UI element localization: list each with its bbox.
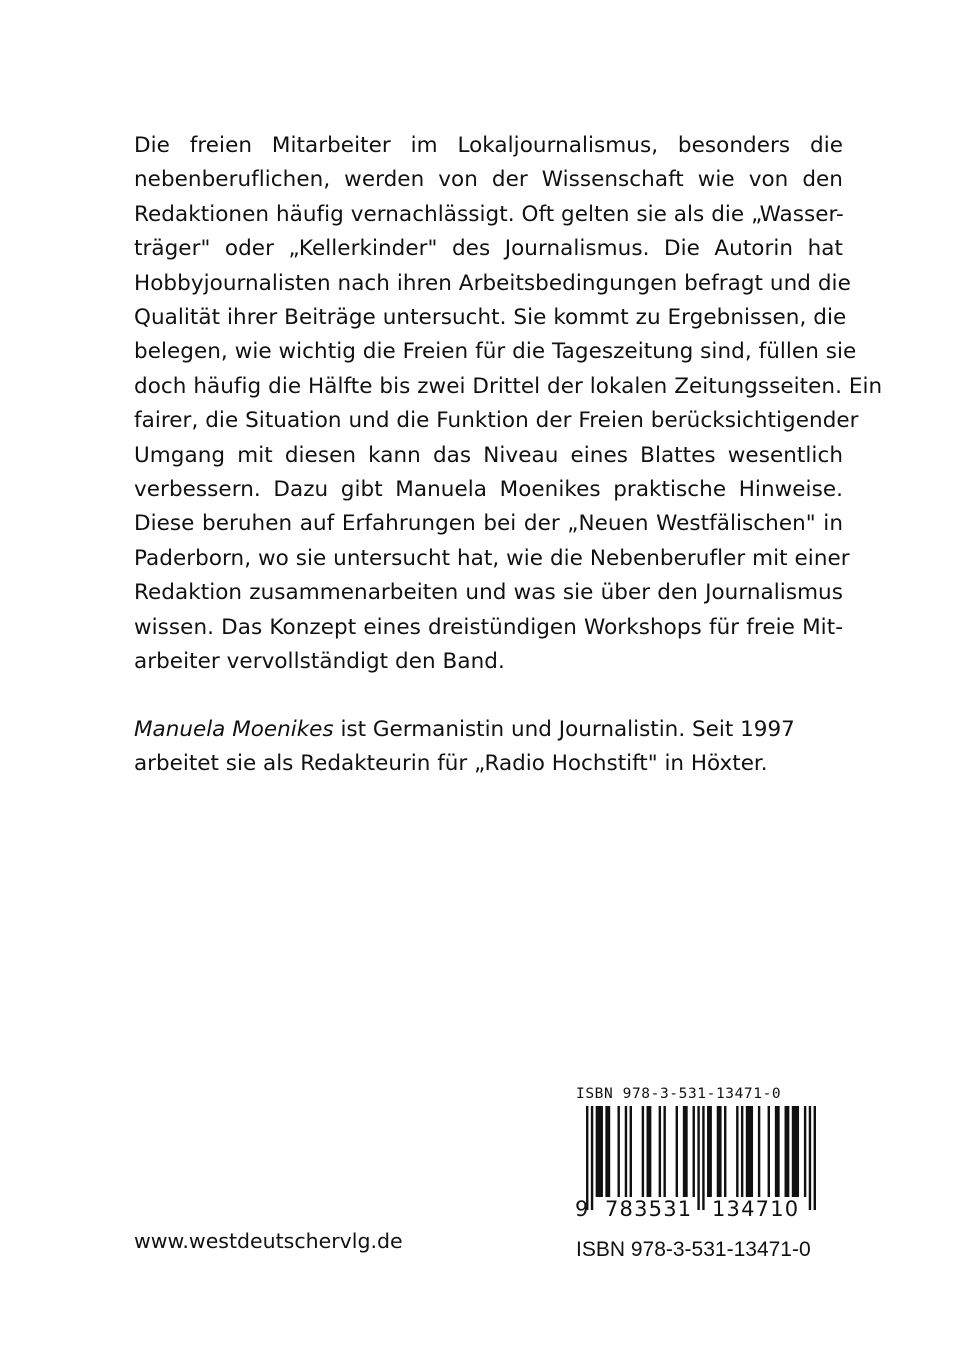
barcode-bar xyxy=(785,1106,790,1197)
description-line: verbessern. Dazu gibt Manuela Moenikes praktische Hinweise. xyxy=(134,477,843,503)
barcode-bar xyxy=(647,1106,652,1197)
author-bio-text: ist Germanistin und Journalistin. Seit 1997 xyxy=(333,717,795,742)
barcode-digits-left: 783531 xyxy=(605,1197,693,1221)
description-line: Hobbyjournalisten nach ihren Arbeitsbedingungen befragt und die xyxy=(134,270,851,296)
description-line: Qualität ihrer Beiträge untersucht. Sie kommt zu Ergebnissen, die xyxy=(134,305,847,331)
description-line: Paderborn, wo sie untersucht hat, wie die Nebenberufler mit einer xyxy=(134,545,850,571)
barcode-bar xyxy=(724,1106,726,1197)
barcode-bar xyxy=(741,1106,743,1197)
barcode-bar xyxy=(804,1106,806,1197)
isbn-number: ISBN 978-3-531-13471-0 xyxy=(576,1238,811,1261)
barcode-bar xyxy=(736,1106,738,1197)
barcode-bar xyxy=(693,1106,695,1197)
description-line: belegen, wie wichtig die Freien für die Tageszeitung sind, füllen sie xyxy=(134,339,857,365)
description-line: Redaktionen häufig vernachlässigt. Oft gelten sie als die „Wasser- xyxy=(134,201,844,227)
barcode-digits-right: 134710 xyxy=(712,1197,800,1221)
barcode-bar xyxy=(659,1106,661,1197)
barcode-bar xyxy=(775,1106,780,1197)
description-line: Die freien Mitarbeiter im Lokaljournalismus, besonders die xyxy=(134,133,843,158)
barcode-bar xyxy=(809,1106,811,1210)
description-line: wissen. Das Konzept eines dreistündigen Workshops für freie Mit- xyxy=(134,614,843,640)
description-line: träger" oder „Kellerkinder" des Journalismus. Die Autorin hat xyxy=(134,236,843,262)
barcode-isbn-label: ISBN 978-3-531-13471-0 xyxy=(576,1086,782,1102)
barcode-bar xyxy=(702,1106,704,1210)
publisher-website: www.westdeutschervlg.de xyxy=(134,1229,403,1253)
barcode-bar xyxy=(630,1106,632,1197)
barcode-bar xyxy=(586,1106,588,1210)
barcode-bar xyxy=(792,1106,799,1197)
barcode-bar xyxy=(596,1106,603,1197)
barcode-bar xyxy=(758,1106,760,1197)
barcode-bar xyxy=(707,1106,712,1197)
author-name: Manuela Moenikes xyxy=(134,717,334,742)
barcode-bar xyxy=(642,1106,644,1197)
barcode-bar xyxy=(697,1106,699,1210)
barcode-bar xyxy=(617,1106,619,1197)
barcode-bar xyxy=(591,1106,593,1210)
barcode-bar xyxy=(814,1106,816,1210)
description-line: Diese beruhen auf Erfahrungen bei der „Neuen Westfälischen" in xyxy=(134,511,843,537)
barcode-digit-first: 9 xyxy=(575,1197,589,1221)
barcode-bar xyxy=(625,1106,627,1197)
barcode-bar xyxy=(683,1106,688,1197)
barcode-bar xyxy=(605,1106,610,1197)
description-line: arbeiter vervollständigt den Band. xyxy=(134,649,505,675)
description-line: Umgang mit diesen kann das Niveau eines Blattes wesentlich xyxy=(134,442,843,468)
barcode-bar xyxy=(768,1106,770,1197)
barcode-bar xyxy=(676,1106,678,1197)
description-text xyxy=(134,129,883,680)
description-line: doch häufig die Hälfte bis zwei Drittel der lokalen Zeitungsseiten. Ein xyxy=(134,373,883,399)
author-bio-line xyxy=(134,713,843,747)
barcode-bar xyxy=(746,1106,753,1197)
author-bio xyxy=(134,713,843,782)
author-bio-line: arbeitet sie als Redakteurin für „Radio Hochstift" in Höxter. xyxy=(134,751,768,777)
description-line: fairer, die Situation und die Funktion der Freien berücksichtigender xyxy=(134,408,859,434)
barcode-bar xyxy=(717,1106,722,1197)
description-line: Redaktion zusammenarbeiten und was sie über den Journalismus xyxy=(134,580,843,606)
description-line: nebenberuflichen, werden von der Wissenschaft wie von den xyxy=(134,167,843,193)
barcode-bar xyxy=(663,1106,665,1197)
